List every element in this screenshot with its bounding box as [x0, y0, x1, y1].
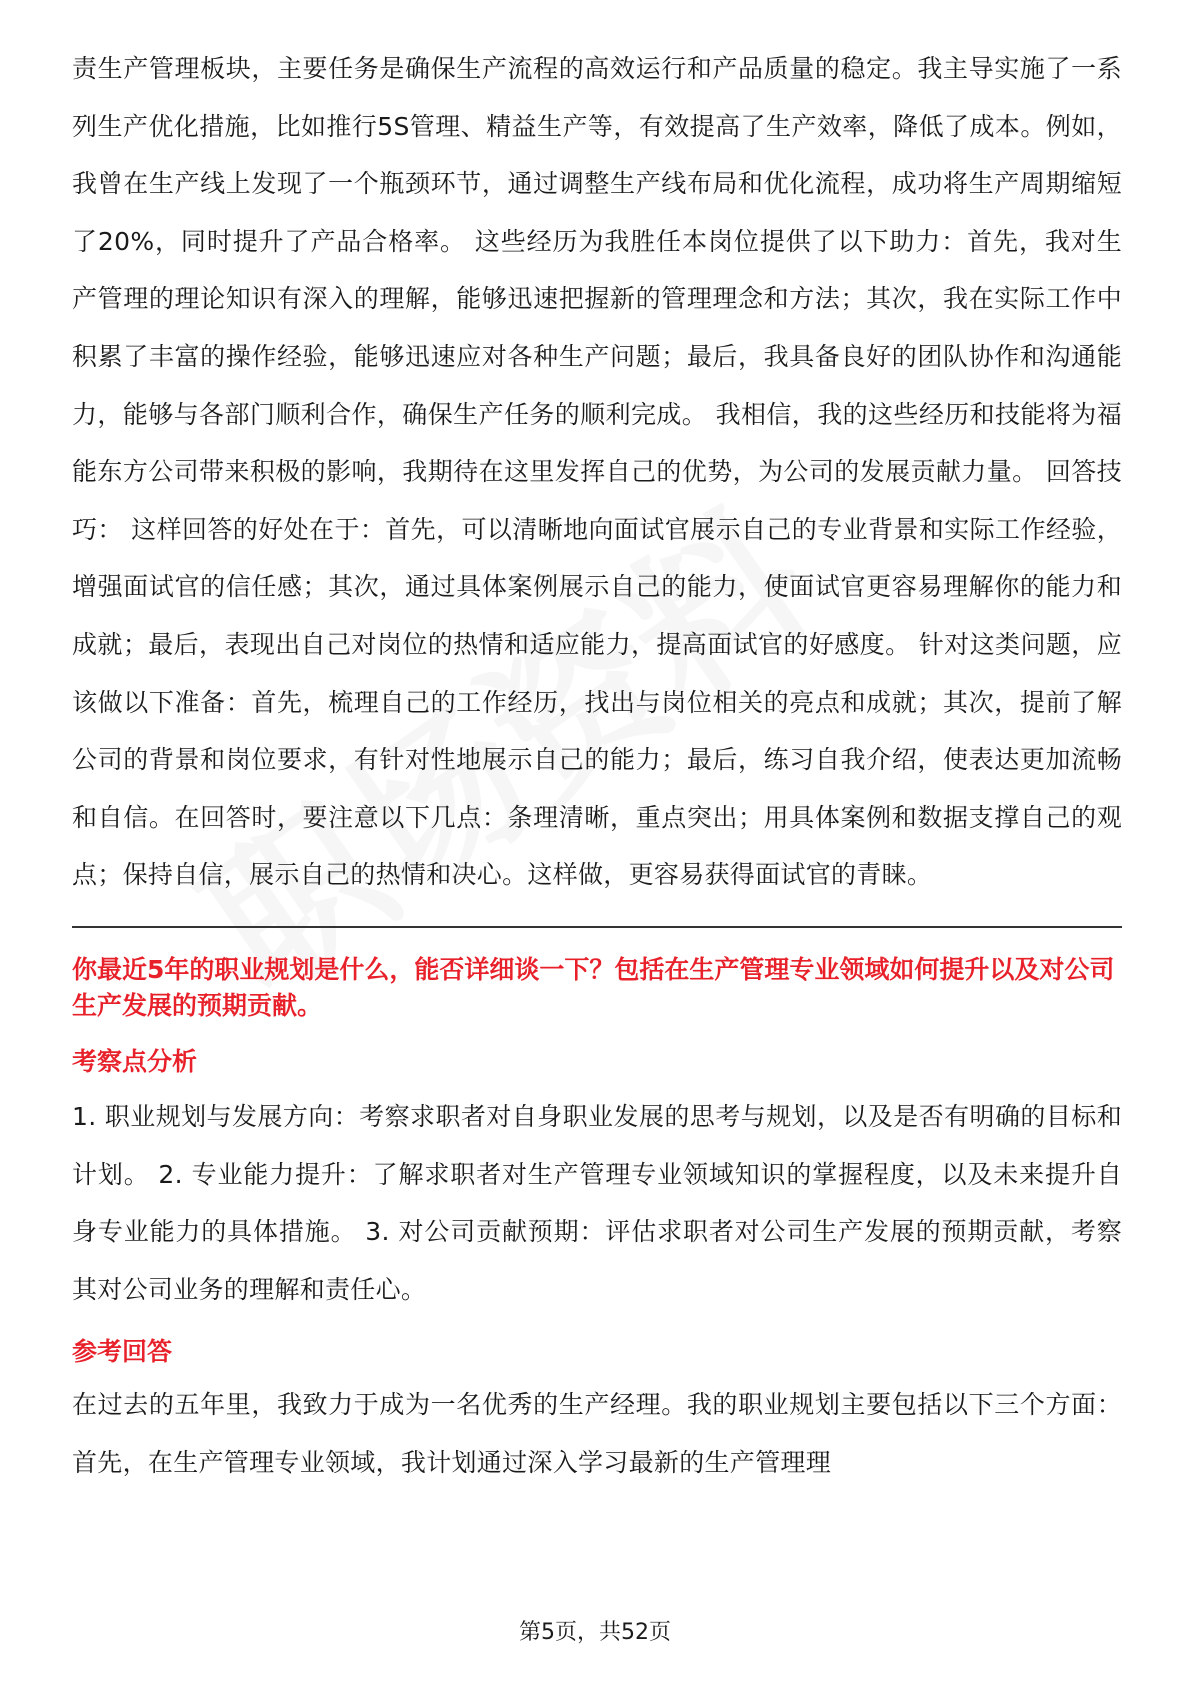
answer-paragraph: 在过去的五年里，我致力于成为一名优秀的生产经理。我的职业规划主要包括以下三个方面：首先，在生产管理专业领域，我计划通过深入学习最新的生产管理理	[72, 1390, 1122, 1477]
analysis-heading: 考察点分析	[72, 1046, 198, 1076]
intro-paragraph: 责生产管理板块，主要任务是确保生产流程的高效运行和产品质量的稳定。我主导实施了一系列生产优化措施，比如推行5S管理、精益生产等，有效提高了生产效率，降低了成本。例如，我曾在生产线上发现了一个瓶颈环节，通过调整生产线布局和优化流程，成功将生产周期缩短了20%，同时提升了产品合格率。 这些经历为我胜任本岗位提供了以下助力：首先，我对生产管理的理论知识有深入的理解，能够迅速把握新的管理理念和方法；其次，我在实际工作中积累了丰富的操作经验，能够迅速应对各种生产问题；最后，我具备良好的团队协作和沟通能力，能够与各部门顺利合作，确保生产任务的顺利完成。 我相信，我的这些经历和技能将为福能东方公司带来积极的影响，我期待在这里发挥自己的优势，为公司的发展贡献力量。 回答技巧： 这样回答的好处在于：首先，可以清晰地向面试官展示自己的专业背景和实际工作经验，增强面试官的信任感；其次，通过具体案例展示自己的能力，使面试官更容易理解你的能力和成就；最后，表现出自己对岗位的热情和适应能力，提高面试官的好感度。 针对这类问题，应该做以下准备：首先，梳理自己的工作经历，找出与岗位相关的亮点和成就；其次，提前了解公司的背景和岗位要求，有针对性地展示自己的能力；最后，练习自我介绍，使表达更加流畅和自信。在回答时，要注意以下几点：条理清晰，重点突出；用具体案例和数据支撑自己的观点；保持自信，展示自己的热情和决心。这样做，更容易获得面试官的青睐。	[72, 54, 1122, 890]
interview-question: 你最近5年的职业规划是什么，能否详细谈一下？包括在生产管理专业领域如何提升以及对公司生产发展的预期贡献。	[72, 954, 1115, 1020]
page-number: 第5页，共52页	[519, 1620, 671, 1645]
document-page	[72, 40, 1122, 1491]
section-divider	[72, 926, 1122, 928]
answer-heading: 参考回答	[72, 1337, 173, 1367]
analysis-paragraph: 1. 职业规划与发展方向：考察求职者对自身职业发展的思考与规划，以及是否有明确的目标和计划。 2. 专业能力提升：了解求职者对生产管理专业领域知识的掌握程度，以及未来提升自身专业能力的具体措施。 3. 对公司贡献预期：评估求职者对公司生产发展的预期贡献，考察其对公司业务的理解和责任心。	[72, 1101, 1122, 1304]
